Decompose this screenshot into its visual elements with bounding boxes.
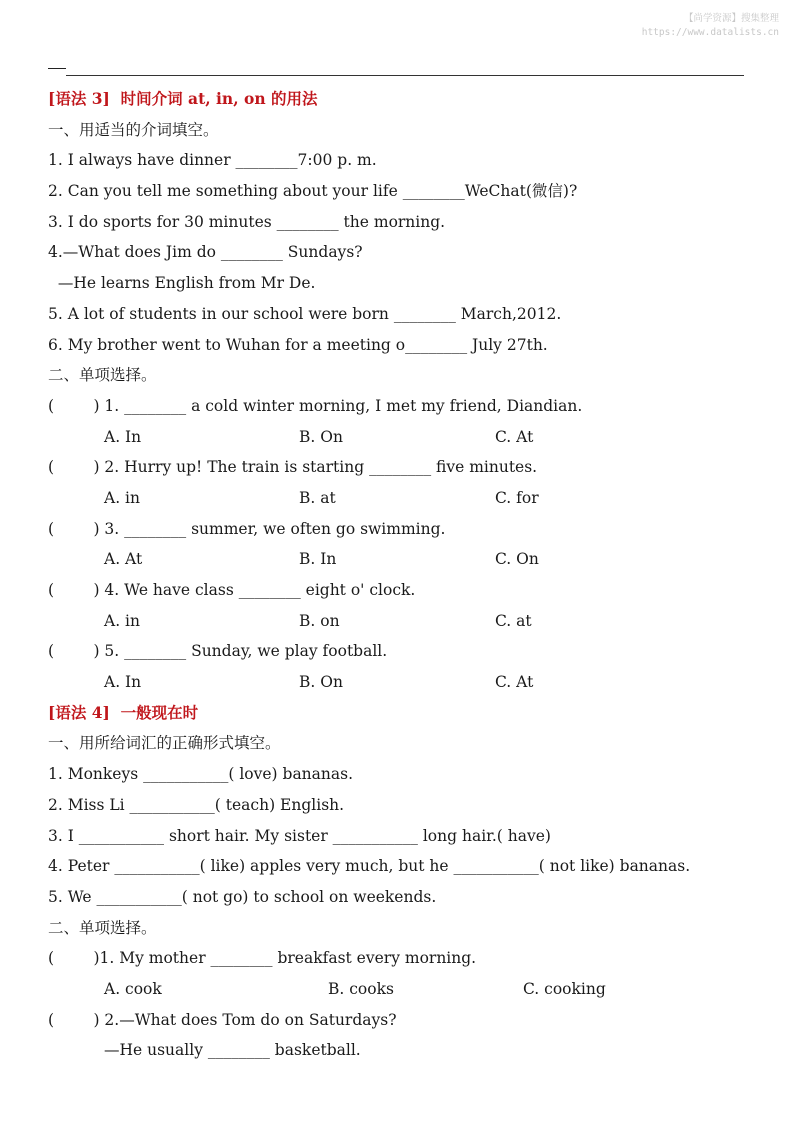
options-row bbox=[48, 483, 768, 514]
options-row bbox=[48, 667, 768, 698]
watermark-line2: https://www.datalists.cn bbox=[641, 27, 779, 38]
part-title: 一、用适当的介词填空。 bbox=[48, 120, 219, 139]
question: ( ) 3. ________ summer, we often go swimming. bbox=[48, 519, 446, 538]
watermark bbox=[642, 12, 779, 40]
option-c: C. for bbox=[495, 488, 539, 507]
options-row bbox=[48, 422, 768, 453]
fill-item: 6. My brother went to Wuhan for a meeting o________ July 27th. bbox=[48, 335, 548, 354]
fill-item: 2. Can you tell me something about your life ________WeChat(微信)? bbox=[48, 182, 578, 201]
part-title: 二、单项选择。 bbox=[48, 918, 157, 937]
fill-item: 4.—What does Jim do ________ Sundays? bbox=[48, 243, 363, 262]
question: ( )1. My mother ________ breakfast every morning. bbox=[48, 949, 477, 968]
question: ( ) 1. ________ a cold winter morning, I met my friend, Diandian. bbox=[48, 396, 583, 415]
option-a: A. in bbox=[104, 488, 140, 507]
options-row bbox=[48, 544, 768, 575]
option-a: A. In bbox=[104, 673, 142, 692]
question: ( ) 2. Hurry up! The train is starting ________ five minutes. bbox=[48, 458, 538, 477]
question: ( ) 5. ________ Sunday, we play football. bbox=[48, 642, 388, 661]
option-c: C. cooking bbox=[523, 979, 606, 998]
option-b: B. on bbox=[299, 611, 340, 630]
option-a: A. In bbox=[104, 427, 142, 446]
option-c: C. On bbox=[495, 550, 539, 569]
option-b: B. On bbox=[299, 673, 343, 692]
fill-item: 1. I always have dinner ________7:00 p. m. bbox=[48, 151, 377, 170]
fill-item: 3. I do sports for 30 minutes ________ the morning. bbox=[48, 212, 446, 231]
option-c: C. At bbox=[495, 427, 534, 446]
options-row bbox=[48, 606, 768, 637]
question: ( ) 4. We have class ________ eight o' clock. bbox=[48, 581, 416, 599]
option-a: A. in bbox=[104, 611, 140, 630]
watermark-line1: 【尚学资源】搜集整理 bbox=[683, 13, 779, 24]
part-title: 一、用所给词汇的正确形式填空。 bbox=[48, 734, 281, 753]
option-b: B. at bbox=[299, 488, 336, 507]
fill-item: 1. Monkeys ___________( love) bananas. bbox=[48, 765, 354, 784]
part-title: 二、单项选择。 bbox=[48, 366, 157, 385]
option-b: B. cooks bbox=[328, 979, 394, 998]
section-heading: [语法 3] 时间介词 at, in, on 的用法 bbox=[48, 89, 318, 108]
option-a: A. cook bbox=[104, 979, 162, 998]
fill-item: 5. We ___________( not go) to school on weekends. bbox=[48, 887, 437, 906]
question: ( ) 2.—What does Tom do on Saturdays? bbox=[48, 1010, 397, 1029]
options-row bbox=[48, 974, 768, 1005]
fill-item: 5. A lot of students in our school were born ________ March,2012. bbox=[48, 304, 562, 323]
fill-item: 4. Peter ___________( like) apples very much, but he ___________( not like) bananas. bbox=[48, 857, 691, 876]
option-b: B. In bbox=[299, 550, 337, 569]
fill-item: 2. Miss Li ___________( teach) English. bbox=[48, 795, 345, 814]
option-c: C. at bbox=[495, 611, 532, 630]
section-heading: [语法 4] 一般现在时 bbox=[48, 702, 199, 722]
worksheet bbox=[48, 84, 768, 1066]
fill-item: 3. I ___________ short hair. My sister ___________ long hair.( have) bbox=[48, 826, 551, 845]
option-a: A. At bbox=[104, 550, 143, 569]
header-rule bbox=[66, 75, 744, 76]
option-c: C. At bbox=[495, 673, 534, 692]
fill-item: —He learns English from Mr De. bbox=[48, 274, 316, 293]
option-b: B. On bbox=[299, 427, 343, 446]
header-dash bbox=[48, 68, 66, 69]
question-followup: —He usually ________ basketball. bbox=[104, 1041, 361, 1060]
